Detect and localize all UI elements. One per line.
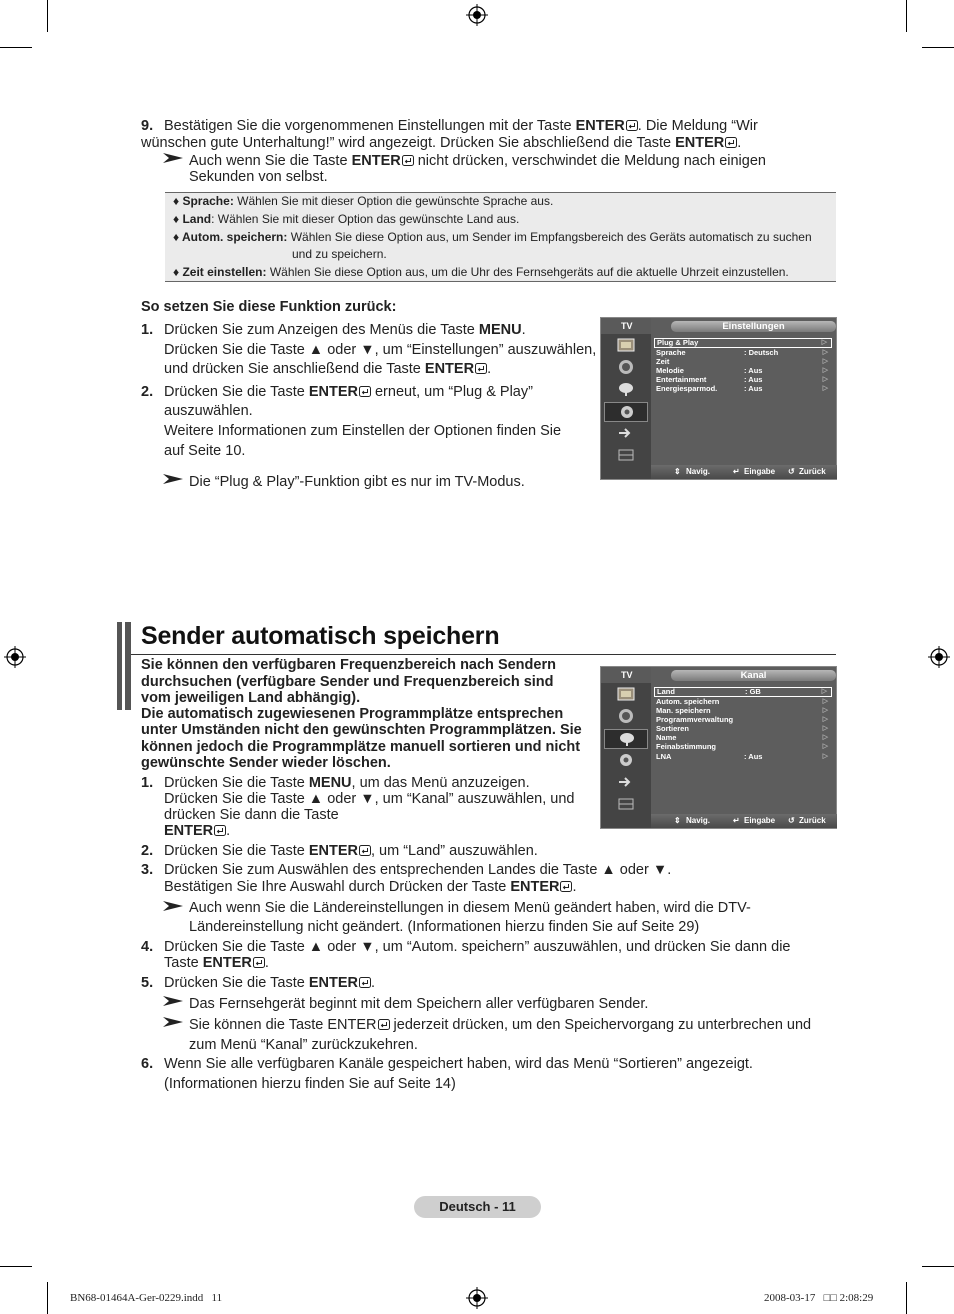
tv-menu-item[interactable] <box>654 338 832 348</box>
back-hint: Zurück <box>799 816 826 825</box>
tv-menu-item[interactable] <box>654 724 832 733</box>
tv-item-label: Man. speichern <box>656 705 711 715</box>
arrow-right-icon: ▷ <box>822 706 828 714</box>
tv-menu-item[interactable] <box>654 384 832 393</box>
enter-key-label: ENTER <box>351 153 401 169</box>
reset-step-2-line-4: auf Seite 10. <box>164 443 246 459</box>
note-text: nicht drücken, verschwindet die Meldung nach einigen <box>413 153 766 169</box>
reset-step-1-line-2: Drücken Sie die Taste ▲ oder ▼, um “Einstellungen” auszuwählen, <box>164 342 597 358</box>
step-text: Drücken Sie die Taste <box>164 975 309 991</box>
enter-key-label: ENTER <box>308 384 358 400</box>
tv-item-value: : Aus <box>744 375 763 385</box>
sound-menu-icon[interactable] <box>604 358 648 378</box>
step-text: Taste <box>164 955 203 971</box>
intro-line: durchsuchen (verfügbare Sender und Frequenzbereich sind <box>141 674 554 690</box>
step-5-note-2 <box>189 1017 811 1034</box>
tv-menu-item[interactable] <box>654 715 832 724</box>
step-text: Drücken Sie die Taste <box>164 384 309 400</box>
tv-menu-item[interactable] <box>654 348 832 357</box>
note-line <box>189 153 766 170</box>
step-3-note-1: Auch wenn Sie die Ländereinstellungen in diesem Menü geändert haben, wird die DTV- <box>189 900 751 916</box>
enter-key-icon <box>402 155 414 166</box>
tv-menu-item[interactable] <box>654 733 832 742</box>
tv-item-label: Feinabstimmung <box>656 742 717 752</box>
reset-step-1-line-3 <box>164 361 491 378</box>
sound-menu-icon[interactable] <box>604 707 648 727</box>
menu-key-label: MENU <box>308 775 352 791</box>
step-5-line <box>164 975 375 992</box>
step-text: . <box>521 322 526 338</box>
arrow-right-icon: ▷ <box>822 697 828 705</box>
arrow-right-icon: ▷ <box>822 725 828 733</box>
crop-mark <box>47 1282 48 1314</box>
step-number: 5. <box>141 975 154 991</box>
enter-key-label: ENTER <box>510 879 560 895</box>
return-icon: ↺ <box>788 467 795 476</box>
intro-line: unter Umständen nicht den gewünschten Programmplätzen. Sie <box>141 722 582 738</box>
step-5-note-1: Das Fernsehgerät beginnt mit dem Speichern aller verfügbaren Sender. <box>189 996 649 1012</box>
tv-item-value: : Aus <box>744 384 763 394</box>
reset-step-2-line-3: Weitere Informationen zum Einstellen der Optionen finden Sie <box>164 423 562 439</box>
settings-menu-icon[interactable] <box>604 751 648 771</box>
enter-key-icon <box>560 881 572 892</box>
registration-mark-icon <box>466 4 488 26</box>
enter-key-label: ENTER <box>164 823 214 839</box>
tv-item-label: Name <box>656 733 677 743</box>
application-menu-icon[interactable] <box>604 446 648 466</box>
enter-key-icon <box>253 957 265 968</box>
step-4-line-1: Drücken Sie die Taste ▲ oder ▼, um “Autom. speichern” auszuwählen, und drücken Sie dann die <box>164 939 791 955</box>
step-4-line-2 <box>164 955 269 972</box>
enter-key-icon <box>359 386 371 397</box>
tv-item-label: Zeit <box>656 356 670 366</box>
enter-key-icon <box>725 137 737 148</box>
arrow-right-icon: ▷ <box>822 348 828 356</box>
input-menu-icon[interactable] <box>604 424 648 444</box>
enter-hint: Eingabe <box>744 467 776 476</box>
enter-key-icon <box>359 977 371 988</box>
note-text: Auch wenn Sie die Taste <box>189 153 352 169</box>
tv-item-label: Melodie <box>656 365 684 375</box>
enter-key-icon <box>214 825 226 836</box>
crop-mark <box>0 1266 32 1267</box>
step-text: . <box>487 361 492 377</box>
note-line: Sekunden von selbst. <box>189 169 328 185</box>
tv-item-label: Energiesparmod. <box>656 384 718 394</box>
arrow-right-icon: ▷ <box>822 752 828 760</box>
tv-item-label: Autom. speichern <box>656 696 720 706</box>
tv-tab: TV <box>601 667 651 683</box>
tip-term: ♦ Land <box>173 212 212 226</box>
tv-menu-einstellungen <box>600 317 837 480</box>
date-slug: 2008-03-17 □□ 2:08:29 <box>764 1292 874 1304</box>
step-text: wünschen gute Unterhaltung!” wird angezeigt. Drücken Sie abschließend die Taste <box>141 135 676 151</box>
tip-term: ♦ Zeit einstellen: <box>173 265 267 279</box>
step-1-line-3: drücken Sie dann die Taste <box>164 807 339 823</box>
tv-item-label: Sprache <box>656 347 686 357</box>
tv-menu-footer <box>651 465 837 479</box>
tip-text: : Wählen Sie mit dieser Option das gewünschte Land aus. <box>211 212 520 226</box>
reset-heading: So setzen Sie diese Funktion zurück: <box>141 299 397 315</box>
section-title: Sender automatisch speichern <box>141 622 500 650</box>
tip-sprache <box>173 193 553 210</box>
arrow-right-icon: ▷ <box>822 366 828 374</box>
enter-icon: ↵ <box>733 467 740 476</box>
tip-zeit <box>173 264 789 281</box>
note-arrow-icon <box>163 153 183 163</box>
reset-step-1-line-1 <box>164 322 526 339</box>
step-9-line-1 <box>164 118 758 135</box>
crop-mark <box>47 0 48 32</box>
step-number: 1. <box>141 322 154 338</box>
tv-item-label: LNA <box>656 751 672 761</box>
file-slug: BN68-01464A-Ger-0229.indd 11 <box>70 1292 223 1304</box>
step-text: , um das Menü anzuzeigen. <box>351 775 530 791</box>
note-arrow-icon <box>163 1017 183 1027</box>
reset-step-2-line-1 <box>164 384 533 401</box>
tv-item-label: Land <box>657 687 675 696</box>
tv-menu-item[interactable] <box>654 357 832 366</box>
step-text: . <box>264 955 269 971</box>
crop-mark <box>0 47 32 48</box>
section-bar <box>125 622 131 710</box>
note-text: jederzeit drücken, um den Speichervorgang zu unterbrechen und <box>389 1017 812 1033</box>
tv-menu-footer <box>651 814 837 828</box>
step-text: . <box>572 879 577 895</box>
enter-key-icon <box>626 120 638 131</box>
nav-hint: Navig. <box>686 467 711 476</box>
channel-menu-icon[interactable] <box>604 729 648 749</box>
input-menu-icon[interactable] <box>604 773 648 793</box>
crop-mark <box>906 1282 907 1314</box>
return-icon: ↺ <box>788 816 795 825</box>
step-number: 6. <box>141 1056 154 1072</box>
navigate-icon: ⇕ <box>674 816 681 825</box>
arrow-right-icon: ▷ <box>822 743 828 751</box>
enter-key-label: ENTER <box>308 975 358 991</box>
step-number: 3. <box>141 862 154 878</box>
tip-term: ♦ Sprache: <box>173 194 234 208</box>
step-1-line-2: Drücken Sie die Taste ▲ oder ▼, um “Kanal” auszuwählen, und <box>164 791 575 807</box>
tv-menu-list <box>654 687 832 761</box>
tip-autom-speichern-cont: und zu speichern. <box>292 247 387 261</box>
tv-menu-kanal <box>600 666 837 829</box>
tv-item-value: : Deutsch <box>744 347 779 357</box>
tv-menu-item[interactable] <box>654 706 832 715</box>
note-arrow-icon <box>163 996 183 1006</box>
enter-key-label: ENTER <box>675 135 725 151</box>
step-text: . Die Meldung “Wir <box>637 118 758 134</box>
step-text: . <box>737 135 742 151</box>
step-3-note-2: Ländereinstellung nicht geändert. (Informationen hierzu finden Sie auf Seite 29) <box>189 919 700 935</box>
step-text: erneut, um “Plug & Play” <box>370 384 533 400</box>
reset-step-2-line-2: auszuwählen. <box>164 403 253 419</box>
arrow-right-icon: ▷ <box>822 715 828 723</box>
step-3-line-1: Drücken Sie zum Auswählen des entsprechenden Landes die Taste ▲ oder ▼. <box>164 862 672 878</box>
tv-menu-item[interactable] <box>654 742 832 751</box>
step-text: . <box>370 975 375 991</box>
tv-menu-title: Einstellungen <box>671 321 836 332</box>
tip-box <box>165 192 836 282</box>
step-3-line-2 <box>164 879 577 896</box>
page-number-badge: Deutsch - 11 <box>414 1196 541 1218</box>
enter-key-icon <box>359 845 371 856</box>
intro-line: gewünschte Sender wieder löschen. <box>141 755 391 771</box>
step-text: . <box>226 823 231 839</box>
step-9-line-2 <box>141 135 741 152</box>
registration-mark-icon <box>466 1287 488 1309</box>
step-1-line-4 <box>164 823 230 840</box>
step-6-line-1: Wenn Sie alle verfügbaren Kanäle gespeichert haben, wird das Menü “Sortieren” angezeigt. <box>164 1056 753 1072</box>
step-text: und drücken Sie anschließend die Taste <box>164 361 425 377</box>
step-number: 4. <box>141 939 154 955</box>
tv-item-value: : Aus <box>744 365 763 375</box>
step-1-line-1 <box>164 775 530 792</box>
step-5-note-3: zum Menü “Kanal” zurückzukehren. <box>189 1037 418 1053</box>
menu-key-label: MENU <box>478 322 522 338</box>
tip-autom-speichern <box>173 229 812 246</box>
step-number: 1. <box>141 775 154 791</box>
section-bar <box>117 622 122 710</box>
arrow-right-icon: ▷ <box>822 734 828 742</box>
tip-land <box>173 211 519 228</box>
enter-icon: ↵ <box>733 816 740 825</box>
step-text: Drücken Sie die Taste <box>164 843 309 859</box>
tv-menu-title: Kanal <box>671 670 836 681</box>
enter-key-icon <box>475 363 487 374</box>
tv-menu-item[interactable] <box>654 375 832 384</box>
arrow-right-icon: ▷ <box>822 385 828 393</box>
reset-note: Die “Plug & Play”-Funktion gibt es nur im TV-Modus. <box>189 474 525 490</box>
intro-line: Die automatisch zugewiesenen Programmplätze entsprechen <box>141 706 564 722</box>
tv-item-label: Programmverwaltung <box>656 714 734 724</box>
tv-tab: TV <box>601 318 651 334</box>
step-2-line <box>164 843 538 860</box>
crop-mark <box>906 0 907 32</box>
enter-key-label: ENTER <box>308 843 358 859</box>
enter-key-label: ENTER <box>575 118 625 134</box>
step-number: 2. <box>141 843 154 859</box>
tv-menu-sidebar <box>601 318 651 479</box>
step-text: Drücken Sie zum Anzeigen des Menüs die Taste <box>164 322 479 338</box>
enter-key-label: ENTER <box>202 955 252 971</box>
back-hint: Zurück <box>799 467 826 476</box>
tip-text: Wählen Sie mit dieser Option die gewünschte Sprache aus. <box>233 194 554 208</box>
step-6-line-2: (Informationen hierzu finden Sie auf Seite 14) <box>164 1076 456 1092</box>
step-number: 2. <box>141 384 154 400</box>
tv-menu-item[interactable] <box>654 752 832 761</box>
picture-menu-icon[interactable] <box>604 685 648 705</box>
tip-text: Wählen Sie diese Option aus, um die Uhr des Fernsehgeräts auf die aktuelle Uhrzeit einzustellen. <box>266 265 789 279</box>
step-number: 9. <box>141 118 154 134</box>
enter-key-icon <box>378 1019 390 1030</box>
tip-term: ♦ Autom. speichern: <box>173 230 288 244</box>
arrow-right-icon: ▷ <box>822 357 828 365</box>
tv-item-label: Sortieren <box>656 724 689 734</box>
channel-menu-icon[interactable] <box>604 380 648 400</box>
step-text: , um “Land” auszuwählen. <box>370 843 538 859</box>
intro-line: Sie können den verfügbaren Frequenzbereich nach Sendern <box>141 657 556 673</box>
note-arrow-icon <box>163 474 183 484</box>
crop-mark <box>922 47 954 48</box>
tv-menu-item[interactable] <box>654 687 832 697</box>
registration-mark-icon <box>4 646 26 668</box>
enter-key-label: ENTER <box>424 361 475 377</box>
note-text: Sie können die Taste ENTER <box>189 1017 377 1033</box>
tip-text: Wählen Sie diese Option aus, um Sender im Empfangsbereich des Geräts automatisch zu suchen <box>287 230 812 244</box>
nav-hint: Navig. <box>686 816 711 825</box>
intro-line: vom jeweiligen Land abhängig). <box>141 690 361 706</box>
settings-menu-icon[interactable] <box>604 402 648 422</box>
arrow-right-icon: ▷ <box>821 688 827 695</box>
tv-item-label: Entertainment <box>656 375 707 385</box>
tv-menu-list <box>654 338 832 393</box>
arrow-right-icon: ▷ <box>822 376 828 384</box>
title-underline <box>131 654 836 655</box>
step-text: Bestätigen Sie Ihre Auswahl durch Drücken der Taste <box>164 879 511 895</box>
step-text: Drücken Sie die Taste <box>164 775 309 791</box>
application-menu-icon[interactable] <box>604 795 648 815</box>
step-text: Bestätigen Sie die vorgenommenen Einstellungen mit der Taste <box>164 118 576 134</box>
tv-item-label: Plug & Play <box>657 338 699 347</box>
note-arrow-icon <box>163 901 183 911</box>
tv-item-value: : Aus <box>744 751 763 761</box>
registration-mark-icon <box>928 646 950 668</box>
tv-menu-sidebar <box>601 667 651 828</box>
intro-line: können jedoch die Programmplätze manuell sortieren und nicht <box>141 739 581 755</box>
picture-menu-icon[interactable] <box>604 336 648 356</box>
enter-hint: Eingabe <box>744 816 776 825</box>
tv-menu-item[interactable] <box>654 697 832 706</box>
arrow-right-icon: ▷ <box>821 339 827 346</box>
navigate-icon: ⇕ <box>674 467 681 476</box>
tv-menu-item[interactable] <box>654 366 832 375</box>
crop-mark <box>922 1266 954 1267</box>
tv-item-value: : GB <box>745 687 761 696</box>
